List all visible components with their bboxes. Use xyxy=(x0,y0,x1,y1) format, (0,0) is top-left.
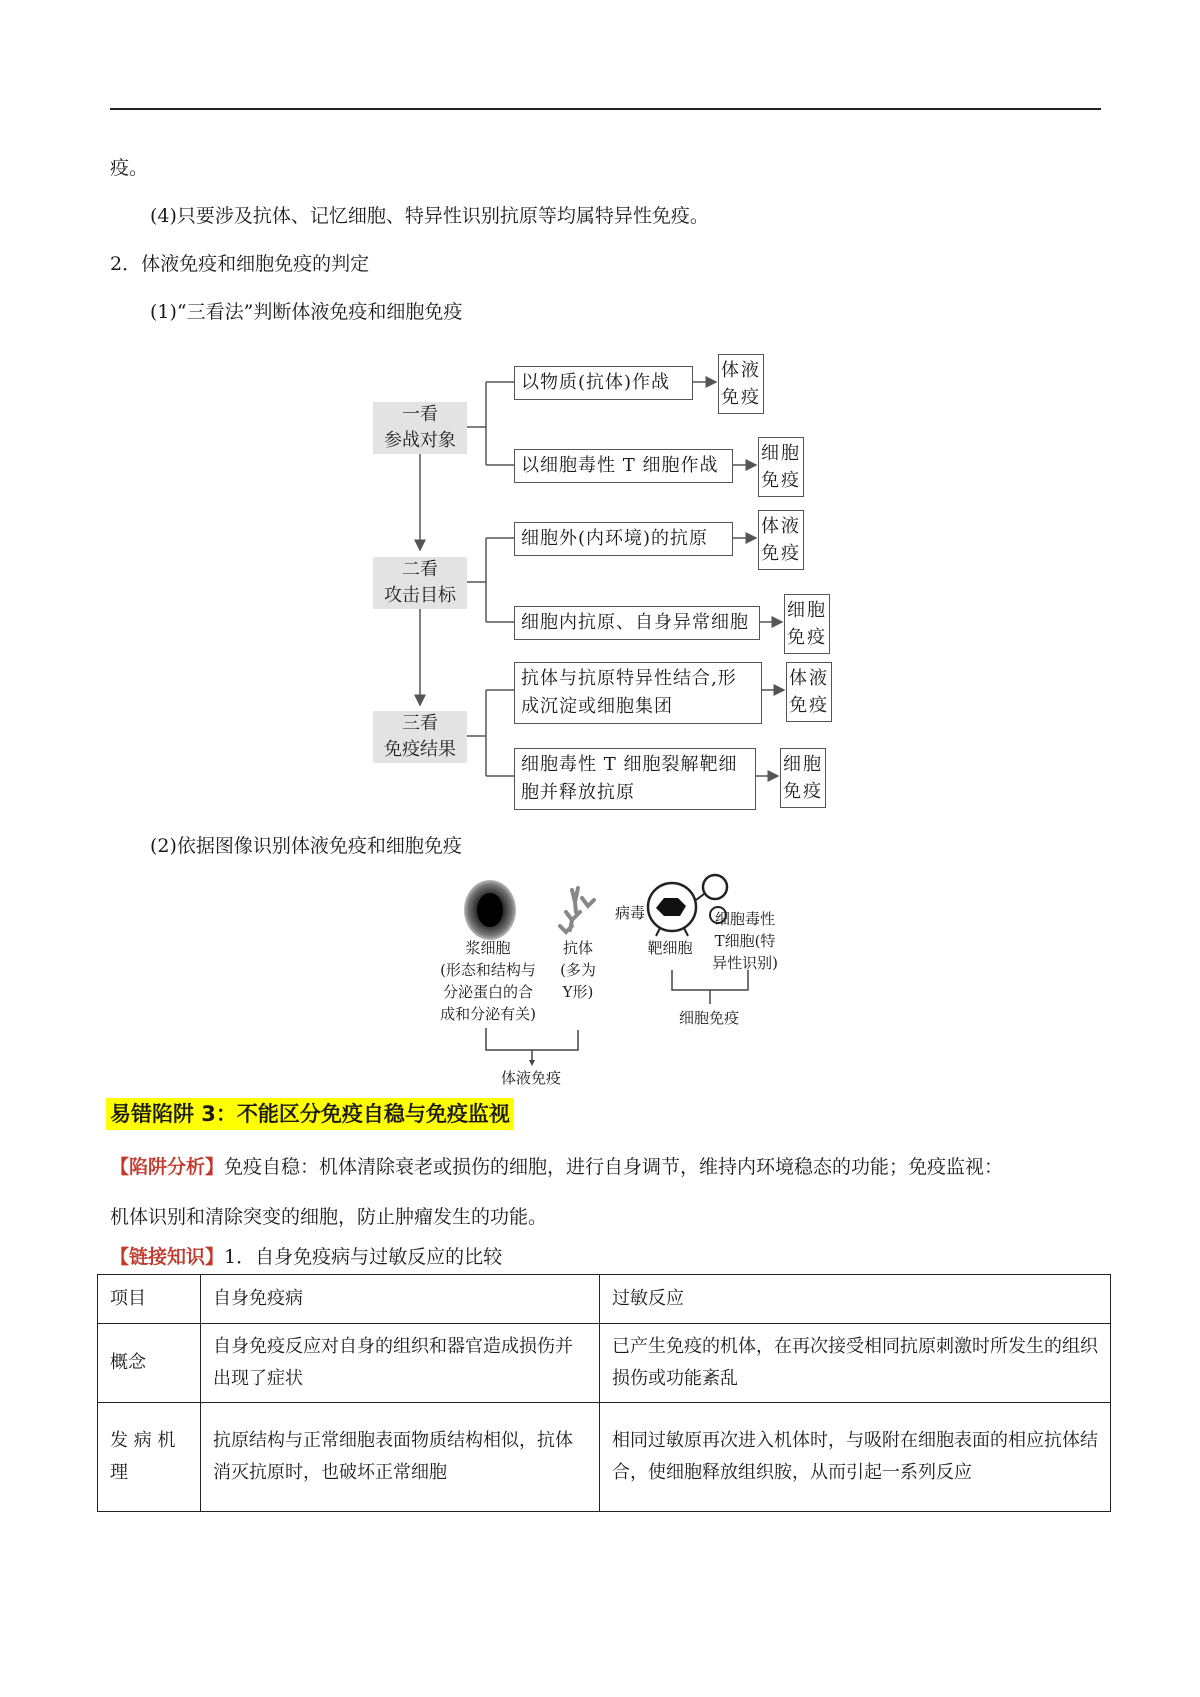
plasma-cell-label xyxy=(418,937,558,1025)
result-box-6-line-2: 免疫 xyxy=(783,781,823,802)
stage-1-title: 一看 xyxy=(402,404,438,425)
text-line-2: (4)只要涉及抗体、记忆细胞、特异性识别抗原等均属特异性免疫。 xyxy=(150,205,709,227)
t-cell-label-line-2: T细胞(特 xyxy=(714,932,776,950)
table-header-row xyxy=(98,1275,1111,1324)
header-cell-item: 项目 xyxy=(98,1275,201,1324)
criterion-box-5 xyxy=(514,662,762,724)
result-box-1-line-1: 体液 xyxy=(721,360,761,381)
stage-1-sub: 参战对象 xyxy=(384,430,456,451)
row-label-mechanism: 发 病 机 理 xyxy=(98,1403,201,1512)
virus-label: 病毒 xyxy=(614,904,645,922)
result-box-3-line-2: 免疫 xyxy=(761,543,801,564)
result-box-6 xyxy=(780,748,826,808)
criterion-box-5-line-1: 抗体与抗原特异性结合,形 xyxy=(521,668,737,689)
cell-mechanism-allergy: 相同过敏原再次进入机体时，与吸附在细胞表面的相应抗体结合，使细胞释放组织胺，从而引起一系列反应 xyxy=(600,1403,1111,1512)
table-row xyxy=(98,1324,1111,1403)
trap-3-heading: 易错陷阱 3：不能区分免疫自稳与免疫监视 xyxy=(106,1098,514,1130)
criterion-box-1: 以物质(抗体)作战 xyxy=(514,366,693,400)
cell-mechanism-autoimmune: 抗原结构与正常细胞表面物质结构相似，抗体消灭抗原时，也破坏正常细胞 xyxy=(201,1403,600,1512)
stage-3 xyxy=(373,711,467,763)
plasma-label-line-2: (形态和结构与 xyxy=(440,961,536,979)
antibody-label-line-2: (多为 xyxy=(560,961,596,979)
result-box-5-line-1: 体液 xyxy=(789,668,829,689)
analysis-text-1: 免疫自稳：机体清除衰老或损伤的细胞，进行自身调节，维持内环境稳态的功能；免疫监视： xyxy=(224,1156,1004,1178)
result-box-1-line-2: 免疫 xyxy=(721,387,761,408)
criterion-box-5-line-2: 成沉淀或细胞集团 xyxy=(521,696,673,717)
antibody-image xyxy=(560,888,594,932)
subheading-image-identify: (2)依据图像识别体液免疫和细胞免疫 xyxy=(150,835,462,857)
stage-2-title: 二看 xyxy=(402,559,438,580)
result-box-3-line-1: 体液 xyxy=(761,516,801,537)
result-box-2-line-1: 细胞 xyxy=(761,443,801,464)
humoral-label: 体液免疫 xyxy=(500,1069,561,1087)
cell-concept-autoimmune: 自身免疫反应对自身的组织和器官造成损伤并出现了症状 xyxy=(201,1324,600,1403)
stage-2 xyxy=(373,557,467,609)
link-text: 1．自身免疫病与过敏反应的比较 xyxy=(224,1246,503,1268)
result-box-5 xyxy=(786,662,832,722)
subheading-three-looks: (1)“三看法”判断体液免疫和细胞免疫 xyxy=(150,301,463,323)
link-tag: 【链接知识】 xyxy=(110,1246,225,1268)
criterion-box-6-line-2: 胞并释放抗原 xyxy=(521,782,635,803)
plasma-label-line-3: 分泌蛋白的合 xyxy=(442,983,533,1001)
criterion-box-6 xyxy=(514,748,756,810)
trap-analysis-line-2: 机体识别和清除突变的细胞，防止肿瘤发生的功能。 xyxy=(110,1206,548,1228)
stage-3-sub: 免疫结果 xyxy=(384,739,456,760)
criterion-box-4: 细胞内抗原、自身异常细胞 xyxy=(514,606,760,640)
trap-analysis-line-1 xyxy=(110,1153,1003,1181)
target-cell-label: 靶细胞 xyxy=(647,939,693,957)
text-line-1: 疫。 xyxy=(110,157,149,179)
t-cell-label-line-1: 细胞毒性 xyxy=(714,910,775,928)
target-cell-image xyxy=(648,883,696,936)
result-box-5-line-2: 免疫 xyxy=(789,695,829,716)
criterion-box-2: 以细胞毒性 T 细胞作战 xyxy=(514,449,733,483)
plasma-cell-image xyxy=(464,880,516,940)
result-box-2-line-2: 免疫 xyxy=(761,470,801,491)
antibody-label-line-1: 抗体 xyxy=(562,939,593,957)
result-box-6-line-1: 细胞 xyxy=(783,754,823,775)
stage-2-sub: 攻击目标 xyxy=(384,585,456,606)
antibody-label xyxy=(546,937,610,1003)
analysis-tag: 【陷阱分析】 xyxy=(110,1156,225,1178)
cell-concept-allergy: 已产生免疫的机体，在再次接受相同抗原刺激时所发生的组织损伤或功能紊乱 xyxy=(600,1324,1111,1403)
cellular-label: 细胞免疫 xyxy=(678,1009,739,1027)
result-box-1 xyxy=(718,354,764,414)
result-box-4-line-2: 免疫 xyxy=(787,627,827,648)
section-heading-2: 2．体液免疫和细胞免疫的判定 xyxy=(110,253,370,275)
stage-3-title: 三看 xyxy=(402,713,438,734)
t-cell-label-line-3: 异性识别) xyxy=(712,954,778,972)
header-cell-autoimmune: 自身免疫病 xyxy=(201,1275,600,1324)
criterion-box-6-line-1: 细胞毒性 T 细胞裂解靶细 xyxy=(521,754,738,775)
result-box-2 xyxy=(758,437,804,497)
result-box-4 xyxy=(784,594,830,654)
result-box-3 xyxy=(758,510,804,570)
header-cell-allergy: 过敏反应 xyxy=(600,1275,1111,1324)
plasma-label-line-4: 成和分泌有关) xyxy=(440,1005,536,1023)
link-knowledge-line xyxy=(110,1243,502,1271)
plasma-label-line-1: 浆细胞 xyxy=(465,939,511,957)
stage-1 xyxy=(373,402,467,454)
t-cell-label xyxy=(700,908,790,974)
table-row xyxy=(98,1403,1111,1512)
antibody-label-line-3: Y形) xyxy=(562,983,594,1001)
criterion-box-3: 细胞外(内环境)的抗原 xyxy=(514,522,733,556)
comparison-table xyxy=(97,1274,1111,1512)
result-box-4-line-1: 细胞 xyxy=(787,600,827,621)
row-label-concept: 概念 xyxy=(98,1324,201,1403)
